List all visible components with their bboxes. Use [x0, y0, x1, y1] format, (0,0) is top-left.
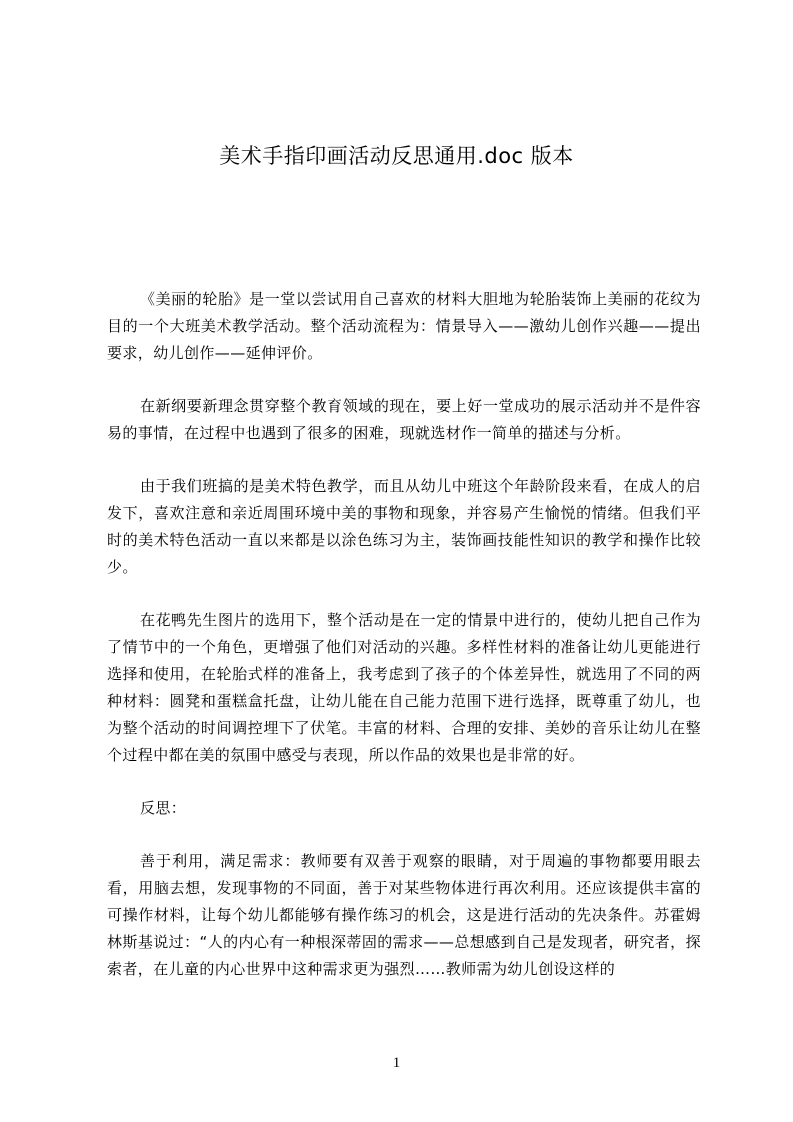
paragraph-activity: 在花鸭先生图片的选用下，整个活动是在一定的情景中进行的，使幼儿把自己作为了情节中的一个角色，更增强了他们对活动的兴趣。多样性材料的准备让幼儿更能进行选择和使用，在轮胎式样的准备上，我考虑到了孩子的个体差异性，就选用了不同的两种材料：圆凳和蛋糕盒托盘，让幼儿能在自己能力范围下进行选择，既尊重了幼儿，也为整个活动的时间调控埋下了伏笔。丰富的材料、合理的安排、美妙的音乐让幼儿在整个过程中都在美的氛围中感受与表现，所以作品的效果也是非常的好。: [107, 611, 701, 764]
document-body: [107, 286, 701, 1009]
paragraph-reflection: 善于利用，满足需求：教师要有双善于观察的眼睛，对于周遍的事物都要用眼去看，用脑去想，发现事物的不同面，善于对某些物体进行再次利用。还应该提供丰富的可操作材料，让每个幼儿都能够有操作练习的机会，这是进行活动的先决条件。苏霍姆林斯基说过：“人的内心有一种根深蒂固的需求——总想感到自己是发现者，研究者，探索者，在儿童的内心世界中这种需求更为强烈……教师需为幼儿创设这样的: [107, 852, 701, 978]
paragraph-intro: 《美丽的轮胎》是一堂以尝试用自己喜欢的材料大胆地为轮胎装饰上美丽的花纹为目的一个大班美术教学活动。整个活动流程为：情景导入——激幼儿创作兴趣——提出要求，幼儿创作——延伸评价。: [107, 290, 701, 362]
paragraph-background: 由于我们班搞的是美术特色教学，而且从幼儿中班这个年龄阶段来看，在成人的启发下，喜欢注意和亲近周围环境中美的事物和现象，并容易产生愉悦的情绪。但我们平时的美术特色活动一直以来都是以涂色练习为主，装饰画技能性知识的教学和操作比较少。: [107, 477, 701, 576]
paragraph-reflection-heading: 反思：: [140, 799, 187, 817]
page-number: 1: [392, 1055, 401, 1071]
paragraph-context: 在新纲要新理念贯穿整个教育领域的现在，要上好一堂成功的展示活动并不是件容易的事情，在过程中也遇到了很多的困难，现就选材作一简单的描述与分析。: [107, 397, 701, 442]
document-title: 美术手指印画活动反思通用.doc 版本: [219, 144, 574, 168]
